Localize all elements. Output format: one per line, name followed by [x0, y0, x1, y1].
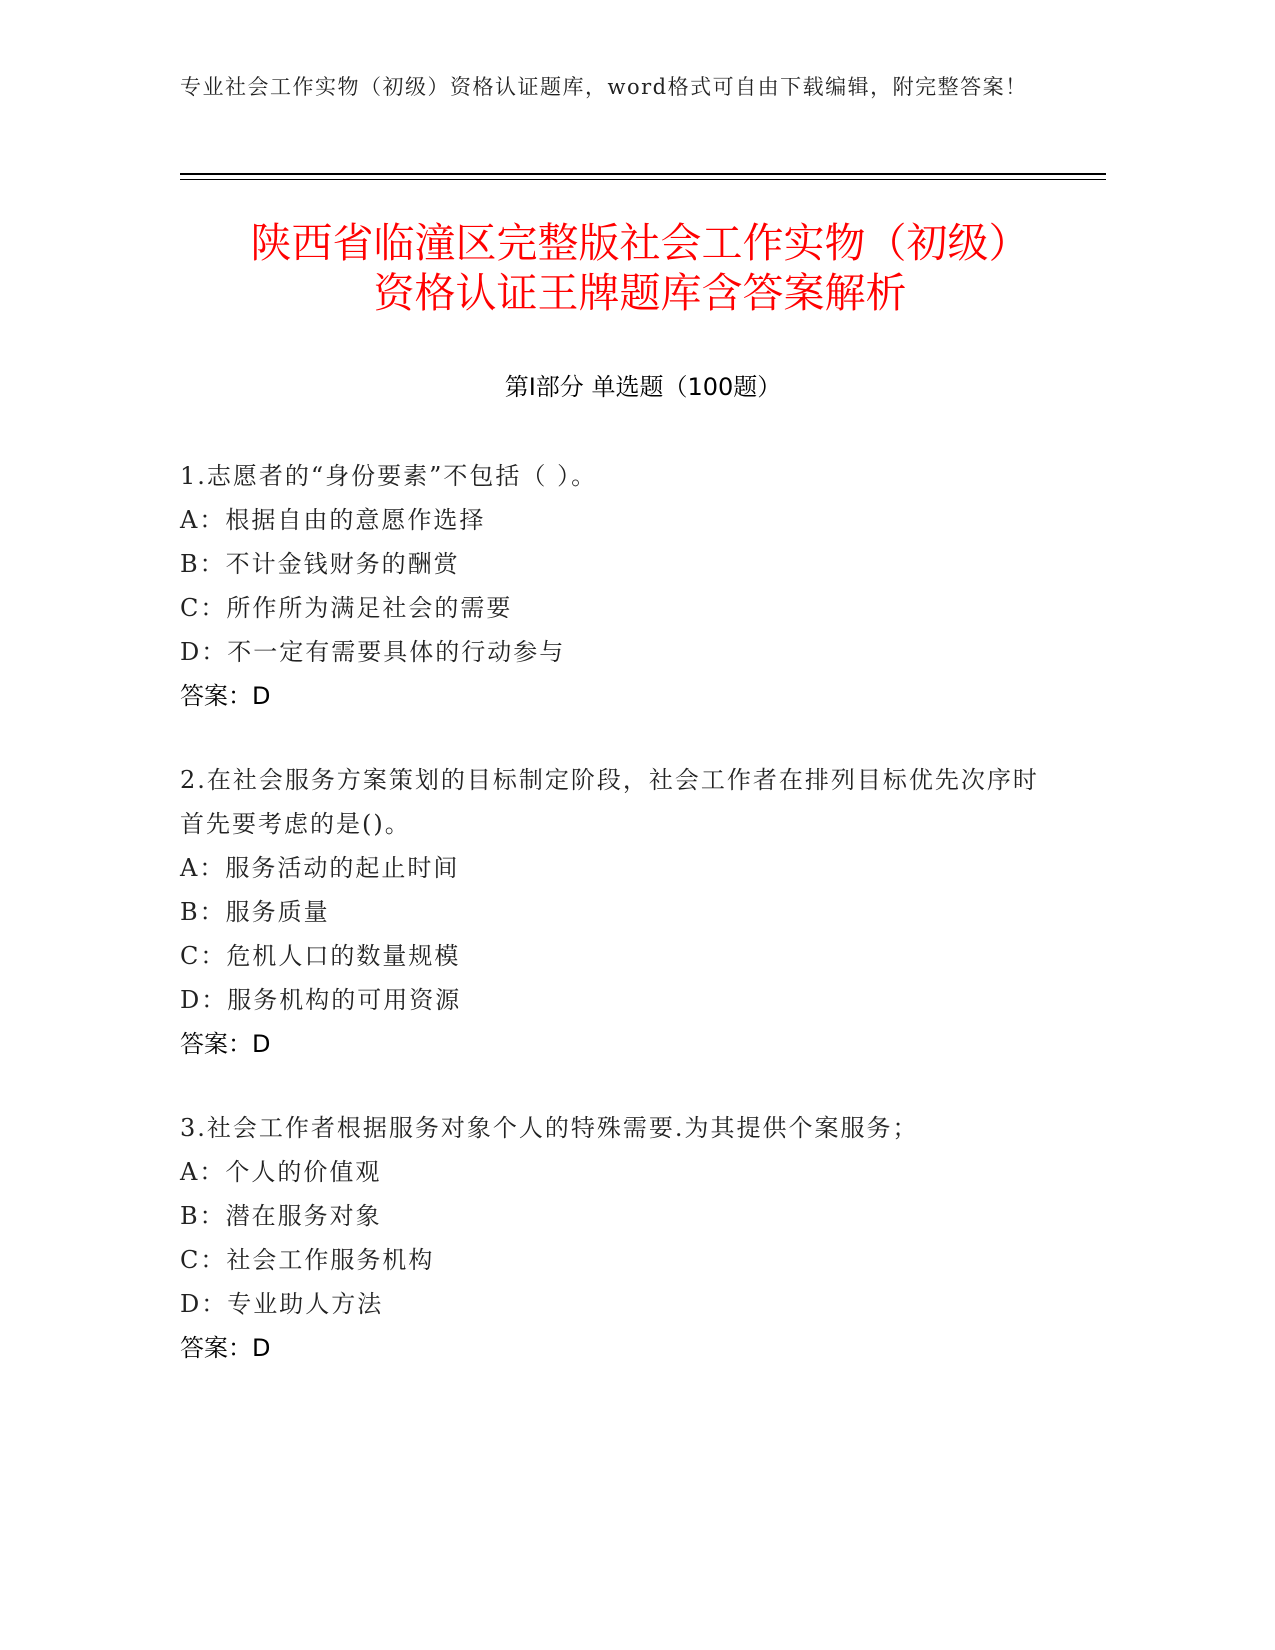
option-b: B：潜在服务对象: [180, 1202, 382, 1230]
option-a: A：服务活动的起止时间: [180, 854, 460, 882]
header-note: 专业社会工作实物（初级）资格认证题库，word格式可自由下载编辑，附完整答案！: [180, 75, 1028, 99]
answer: 答案：D: [180, 682, 271, 710]
question-stem: 3.社会工作者根据服务对象个人的特殊需要.为其提供个案服务；: [180, 1114, 919, 1142]
header-rule-thin: [180, 179, 1106, 180]
option-a: A：个人的价值观: [180, 1158, 382, 1186]
option-d: D：服务机构的可用资源: [180, 986, 462, 1014]
option-b: B：不计金钱财务的酬赏: [180, 550, 460, 578]
option-b: B：服务质量: [180, 898, 330, 926]
answer: 答案：D: [180, 1030, 271, 1058]
document-title-line-1: 陕西省临潼区完整版社会工作实物（初级）: [250, 219, 1030, 267]
option-c: C：社会工作服务机构: [180, 1246, 435, 1274]
option-c: C：危机人口的数量规模: [180, 942, 461, 970]
option-c: C：所作所为满足社会的需要: [180, 594, 513, 622]
question-2: [180, 758, 1040, 1066]
option-d: D：不一定有需要具体的行动参与: [180, 638, 566, 666]
header-rule-thick: [180, 173, 1106, 175]
answer: 答案：D: [180, 1334, 271, 1362]
option-d: D：专业助人方法: [180, 1290, 384, 1318]
question-stem: 2.在社会服务方案策划的目标制定阶段，社会工作者在排列目标优先次序时首先要考虑的是()。: [180, 766, 1039, 838]
section-title: 第Ⅰ部分 单选题（100题）: [504, 373, 782, 401]
question-1: [180, 454, 1040, 718]
question-3: [180, 1106, 1040, 1370]
option-a: A：根据自由的意愿作选择: [180, 506, 486, 534]
document-title-line-2: 资格认证王牌题库含答案解析: [373, 269, 907, 317]
document-title: [140, 218, 1140, 318]
question-stem: 1.志愿者的“身份要素”不包括（ ）。: [180, 462, 598, 490]
